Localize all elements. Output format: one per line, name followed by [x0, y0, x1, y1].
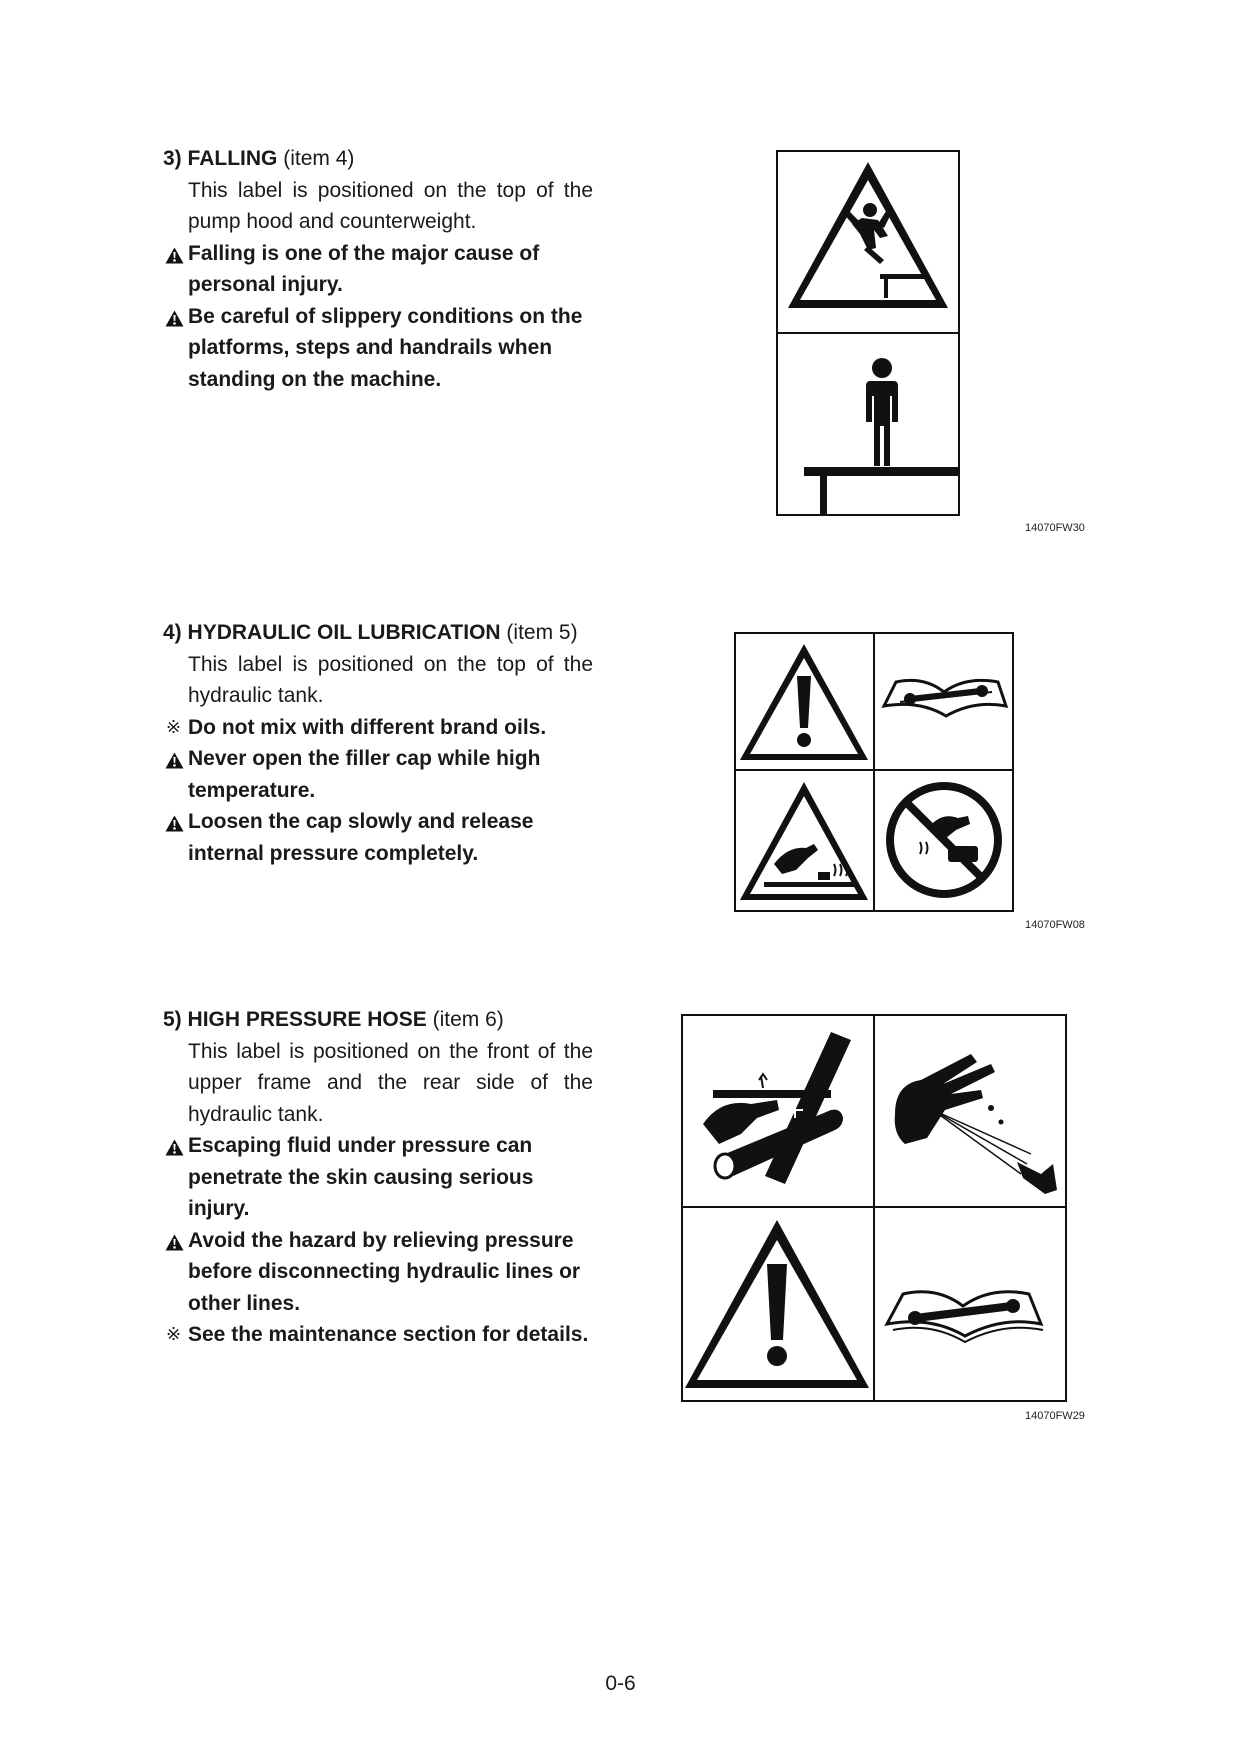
warning-note [163, 743, 593, 806]
note-text: Never open the filler cap while high temperature. [188, 747, 541, 802]
section-heading [163, 617, 593, 649]
figure-code: 14070FW08 [1025, 919, 1085, 931]
item-reference: (item 5) [506, 621, 578, 644]
note-text: See the maintenance section for details. [188, 1323, 589, 1346]
warning-note [163, 1225, 593, 1320]
section-description: This label is positioned on the top of the hydraulic tank. [188, 652, 593, 707]
warning-note [163, 806, 593, 869]
note-text: Avoid the hazard by relieving pressure before disconnecting hydraulic lines or other lines. [188, 1228, 581, 1315]
section-title: HYDRAULIC OIL LUBRICATION [187, 621, 501, 644]
warning-note [163, 1130, 593, 1225]
item-reference: (item 4) [283, 147, 355, 170]
section-title: HIGH PRESSURE HOSE [187, 1008, 427, 1031]
warning-triangle-icon [165, 1130, 184, 1156]
reference-note [163, 712, 593, 744]
warning-triangle-icon [165, 301, 184, 327]
figure-code: 14070FW29 [1025, 1410, 1085, 1422]
warning-triangle-icon [165, 743, 184, 769]
item-reference: (item 6) [432, 1008, 504, 1031]
warning-triangle-icon [165, 1225, 184, 1251]
section-heading [163, 1004, 593, 1036]
warning-note [163, 238, 593, 301]
warning-triangle-icon [165, 806, 184, 832]
section-text [163, 1004, 593, 1351]
section-text [163, 617, 593, 869]
section-title: FALLING [187, 147, 278, 170]
no-open-cap-icon [890, 786, 998, 894]
note-text: Falling is one of the major cause of personal injury. [188, 241, 540, 296]
falling-safety-label [776, 150, 960, 516]
note-text: Loosen the cap slowly and release internal pressure completely. [188, 810, 534, 865]
note-text: Escaping fluid under pressure can penetrate the skin causing serious injury. [188, 1134, 534, 1220]
section-number: 3) [163, 147, 182, 170]
section-heading [163, 143, 593, 175]
figure-code: 14070FW30 [1025, 522, 1085, 534]
section-description: This label is positioned on the front of the upper frame and the rear side of the hydraulic tank. [188, 1039, 593, 1126]
reference-mark: ※ [166, 1324, 182, 1344]
note-text: Be careful of slippery conditions on the platforms, steps and handrails when standing on the machine. [188, 304, 583, 391]
high-pressure-hose-safety-label [681, 1014, 1067, 1402]
page-number: 0-6 [605, 1672, 636, 1695]
section-text [163, 143, 593, 395]
section-number: 4) [163, 621, 182, 644]
reference-mark: ※ [166, 716, 182, 737]
reference-note [163, 1319, 593, 1351]
hydraulic-oil-safety-label [734, 632, 1014, 912]
note-text: Do not mix with different brand oils. [188, 715, 547, 739]
warning-triangle-icon [165, 238, 184, 264]
section-number: 5) [163, 1008, 182, 1031]
warning-note [163, 301, 593, 396]
section-description: This label is positioned on the top of the pump hood and counterweight. [188, 178, 593, 233]
